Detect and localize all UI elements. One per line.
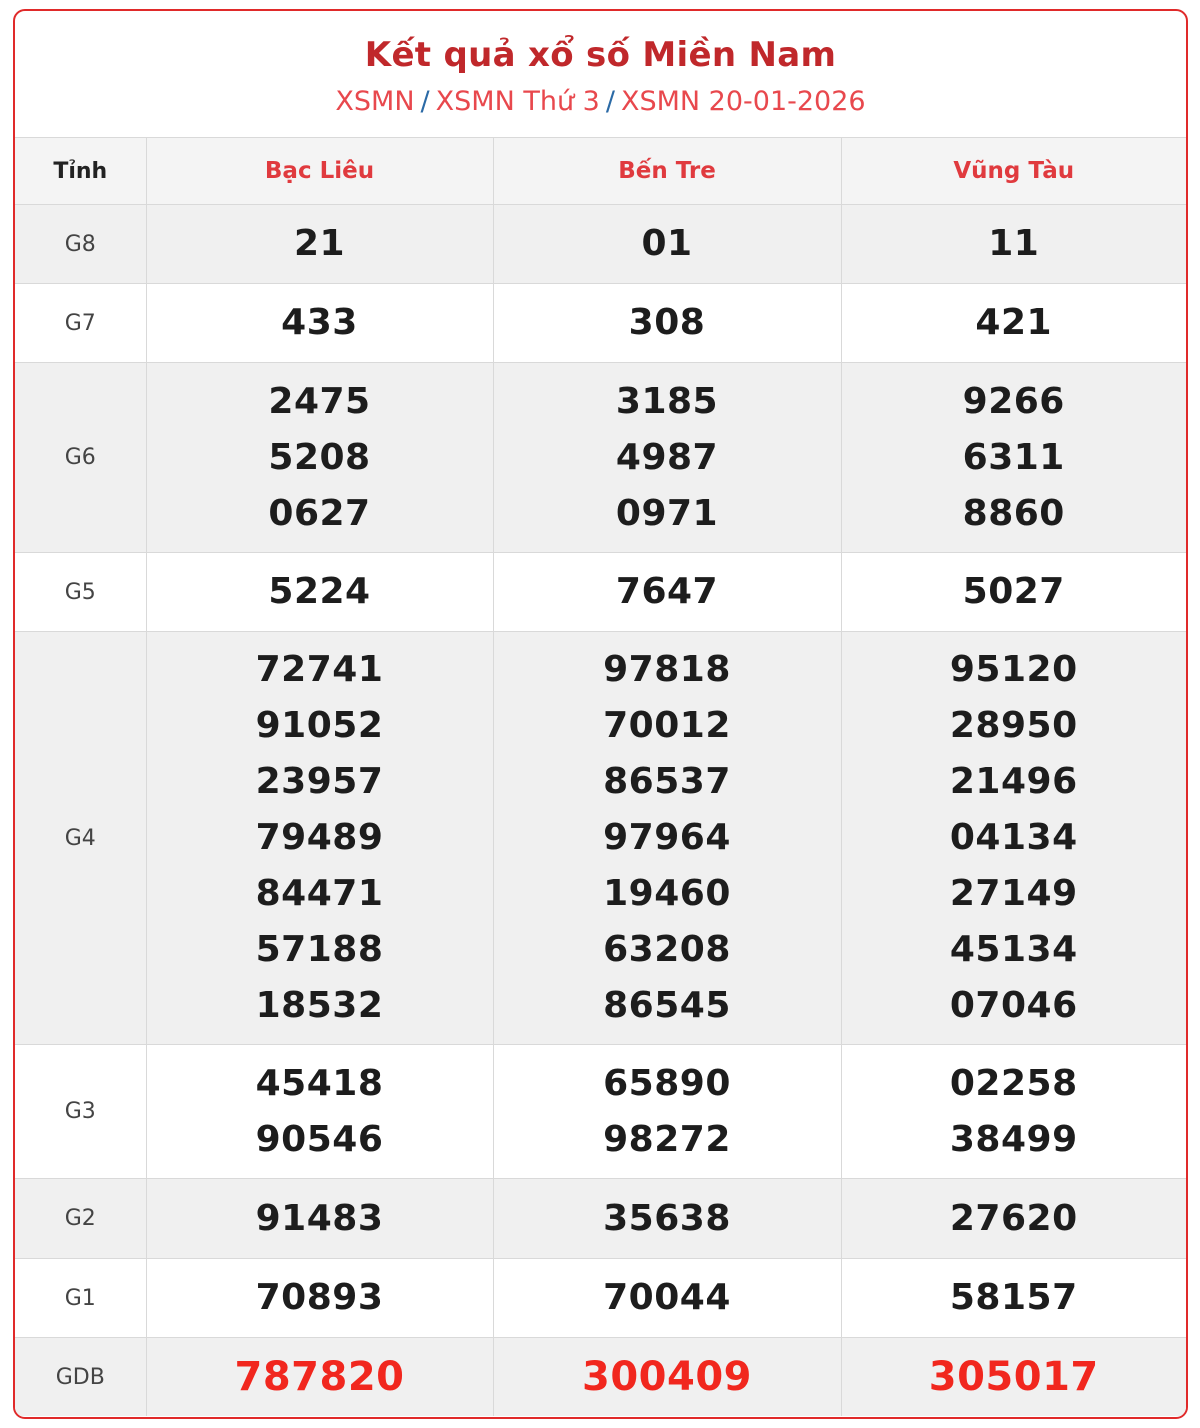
prize-number: 72741 [255,649,384,690]
breadcrumb [15,85,1186,119]
table-row [15,1259,1186,1338]
prize-number: 433 [281,302,358,343]
prize-cell [841,1259,1186,1338]
prize-cell [146,284,493,363]
prize-label: G6 [15,363,146,553]
column-header-province-label: Tỉnh [15,138,146,205]
prize-number: 5208 [268,436,371,478]
prize-cell [841,205,1186,284]
prize-label: G4 [15,632,146,1045]
prize-cell [146,1338,493,1417]
prize-number: 6311 [962,436,1065,478]
prize-cell [146,632,493,1045]
prize-cell [146,363,493,553]
results-header [15,11,1186,138]
prize-cell [146,1259,493,1338]
prize-number: 98272 [603,1118,731,1160]
special-prize-number: 300409 [582,1354,752,1400]
prize-cell [493,1259,841,1338]
results-table-body [15,205,1186,1417]
table-row [15,632,1186,1045]
prize-number: 0627 [268,492,371,534]
prize-number: 58157 [949,1277,1078,1318]
prize-number: 63208 [603,929,731,970]
special-prize-number: 787820 [234,1354,405,1400]
prize-number: 70893 [255,1277,384,1318]
prize-number: 45418 [255,1062,384,1104]
prize-number: 97818 [603,649,731,690]
prize-label: G2 [15,1179,146,1259]
prize-cell [146,1179,493,1259]
prize-number: 70012 [603,705,731,746]
table-header-row [15,138,1186,205]
prize-number: 0971 [615,492,719,534]
prize-number: 19460 [603,873,731,914]
breadcrumb-link-date[interactable]: XSMN 20-01-2026 [620,86,866,117]
prize-cell [493,1045,841,1179]
prize-cell [493,205,841,284]
prize-number: 8860 [962,492,1065,534]
prize-number: 04134 [949,817,1078,858]
prize-cell [146,1045,493,1179]
prize-number: 86537 [603,761,731,802]
breadcrumb-link-weekday[interactable]: XSMN Thứ 3 [435,86,600,117]
prize-cell [493,553,841,632]
prize-cell [841,1338,1186,1417]
prize-label: G5 [15,553,146,632]
prize-number: 18532 [255,985,384,1026]
prize-cell [841,553,1186,632]
prize-cell [841,632,1186,1045]
column-header-province[interactable]: Bến Tre [493,138,841,205]
breadcrumb-separator: / [605,86,615,117]
prize-label: G7 [15,284,146,363]
prize-number: 21496 [949,761,1078,802]
breadcrumb-link-xsmn[interactable]: XSMN [335,86,415,117]
prize-number: 28950 [949,705,1078,746]
prize-number: 5027 [962,571,1065,612]
prize-label: G3 [15,1045,146,1179]
prize-number: 421 [975,302,1053,343]
prize-number: 308 [628,302,706,343]
prize-number: 4987 [615,436,719,478]
table-row [15,1179,1186,1259]
prize-number: 11 [988,223,1040,264]
table-row [15,1338,1186,1417]
table-row [15,284,1186,363]
prize-cell [841,284,1186,363]
prize-number: 2475 [268,380,371,422]
prize-cell [841,363,1186,553]
prize-number: 23957 [255,761,384,802]
table-row [15,553,1186,632]
prize-cell [493,284,841,363]
prize-cell [841,1179,1186,1259]
prize-number: 02258 [949,1062,1078,1104]
table-row [15,205,1186,284]
breadcrumb-separator: / [420,86,430,117]
prize-label: G8 [15,205,146,284]
table-row [15,1045,1186,1179]
prize-number: 5224 [268,571,371,612]
special-prize-number: 305017 [928,1354,1099,1400]
prize-number: 84471 [255,873,384,914]
prize-label: GDB [15,1338,146,1417]
results-table [15,138,1186,1416]
prize-number: 57188 [255,929,384,970]
prize-number: 91483 [255,1197,384,1239]
prize-number: 35638 [603,1197,731,1239]
prize-label: G1 [15,1259,146,1338]
page-title: Kết quả xổ số Miền Nam [364,35,837,75]
prize-number: 38499 [949,1118,1078,1160]
prize-number: 27620 [949,1197,1078,1239]
prize-cell [493,1179,841,1259]
column-header-province[interactable]: Bạc Liêu [146,138,493,205]
prize-cell [146,205,493,284]
prize-number: 70044 [603,1277,731,1318]
prize-number: 91052 [255,705,384,746]
prize-number: 21 [293,223,346,264]
prize-number: 01 [641,223,693,264]
prize-cell [841,1045,1186,1179]
prize-cell [493,1338,841,1417]
prize-cell [493,363,841,553]
column-header-province[interactable]: Vũng Tàu [841,138,1186,205]
prize-number: 97964 [603,817,731,858]
prize-number: 65890 [603,1062,731,1104]
prize-number: 07046 [949,985,1078,1026]
table-row [15,363,1186,553]
prize-number: 27149 [949,873,1078,914]
prize-number: 90546 [255,1118,384,1160]
prize-cell [146,553,493,632]
prize-number: 9266 [962,380,1065,422]
prize-number: 79489 [255,817,384,858]
prize-number: 3185 [615,380,719,422]
results-card [13,9,1188,1419]
prize-number: 7647 [615,571,719,612]
prize-number: 86545 [603,985,731,1026]
prize-number: 45134 [949,929,1078,970]
prize-cell [493,632,841,1045]
prize-number: 95120 [949,649,1078,690]
